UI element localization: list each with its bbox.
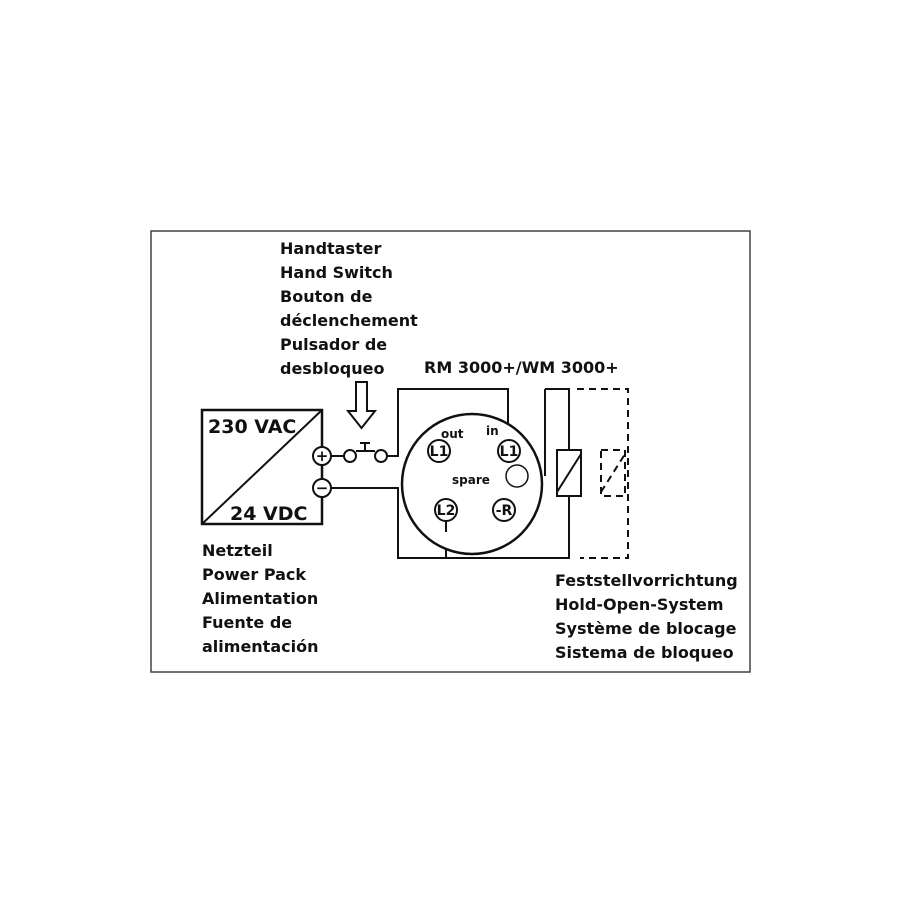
power-pack-line-2: Power Pack <box>202 565 307 584</box>
power-pack-line-1: Netzteil <box>202 541 273 560</box>
hand-switch-label <box>280 239 418 378</box>
hold-open-optional <box>577 389 628 558</box>
power-pack-output: 24 VDC <box>230 503 308 525</box>
terminal-l1-out-label: L1 <box>429 444 449 460</box>
terminal-l1-in-label: L1 <box>499 444 519 460</box>
terminal-r-label: -R <box>495 503 513 519</box>
power-pack <box>202 410 322 525</box>
detector-title: RM 3000+/WM 3000+ <box>424 358 619 377</box>
wire-l1-to-coil <box>545 389 569 450</box>
terminal-l2-label: L2 <box>436 503 456 519</box>
power-pack-line-5: alimentación <box>202 637 319 656</box>
power-pack-input: 230 VAC <box>208 416 297 438</box>
hold-open-line-1: Feststellvorrichtung <box>555 571 738 590</box>
hand-switch-line-1: Handtaster <box>280 239 382 258</box>
hand-switch-contact-left <box>344 450 356 462</box>
in-label: in <box>486 424 499 438</box>
hold-open-label <box>555 571 738 662</box>
hand-switch-contact-right <box>375 450 387 462</box>
spare-label: spare <box>452 473 490 487</box>
hand-switch-line-5: Pulsador de <box>280 335 388 354</box>
hand-switch-line-4: déclenchement <box>280 311 418 330</box>
down-arrow-icon <box>348 382 375 428</box>
out-label: out <box>441 427 464 441</box>
power-pack-line-3: Alimentation <box>202 589 319 608</box>
hold-open-line-2: Hold-Open-System <box>555 595 724 614</box>
plus-sign: + <box>315 447 329 465</box>
power-pack-line-4: Fuente de <box>202 613 293 632</box>
hand-switch-actuator <box>356 443 375 451</box>
hand-switch-line-3: Bouton de <box>280 287 373 306</box>
minus-sign: − <box>315 479 329 497</box>
hold-open-coil <box>557 450 581 496</box>
hold-open-line-4: Sistema de bloqueo <box>555 643 734 662</box>
power-pack-label <box>202 541 318 656</box>
hand-switch-line-2: Hand Switch <box>280 263 393 282</box>
terminal-spare <box>506 465 528 487</box>
hold-open-line-3: Système de blocage <box>555 619 737 638</box>
hand-switch-line-6: desbloqueo <box>280 359 385 378</box>
